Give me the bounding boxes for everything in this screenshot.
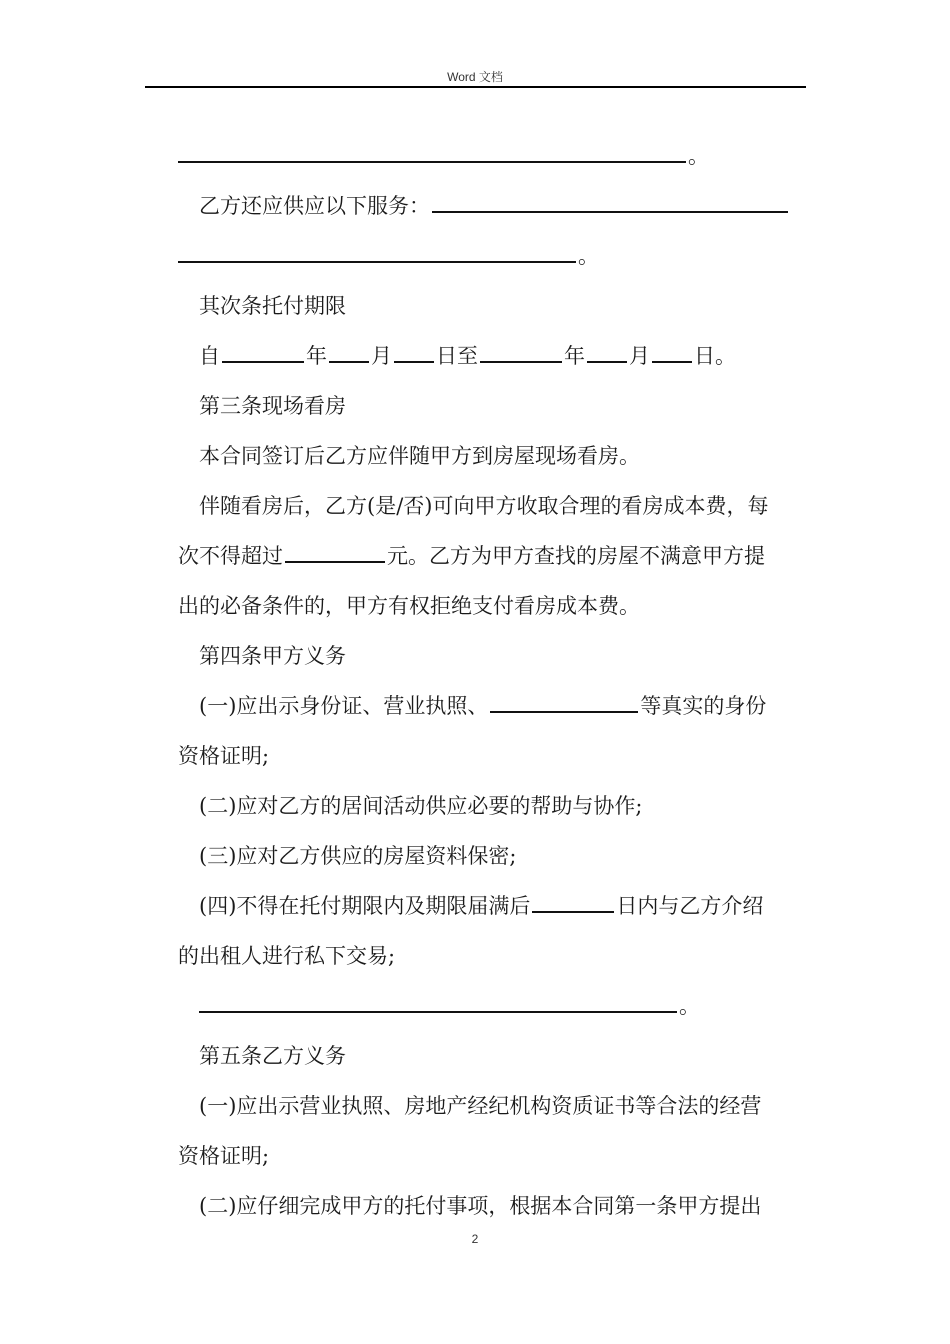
line-text: 乙方还应供应以下服务： xyxy=(199,194,430,218)
fill-blank xyxy=(490,697,638,713)
fill-blank xyxy=(178,247,576,263)
line-3 xyxy=(178,241,599,271)
header-divider xyxy=(145,86,806,88)
paragraph-line: 的出租人进行私下交易; xyxy=(178,944,396,968)
paragraph-line: 伴随看房后，乙方(是/否)可向甲方收取合理的看房成本费，每 xyxy=(199,494,769,518)
line-blank xyxy=(199,991,700,1021)
paragraph-line: 资格证明; xyxy=(178,1144,270,1168)
paragraph-line xyxy=(178,541,765,571)
fill-blank xyxy=(329,347,369,363)
fill-blank xyxy=(432,197,788,213)
fill-blank xyxy=(480,347,562,363)
line-2 xyxy=(199,191,790,221)
paragraph-line: 资格证明; xyxy=(178,744,270,768)
line-text: (四)不得在托付期限内及期限届满后 xyxy=(199,894,531,918)
article-3-heading: 第三条现场看房 xyxy=(199,394,346,418)
paragraph-line: 本合同签订后乙方应伴随甲方到房屋现场看房。 xyxy=(199,444,640,468)
line-text: 自 xyxy=(199,344,220,368)
line-1 xyxy=(178,141,709,171)
paragraph-line: (一)应出示营业执照、房地产经纪机构资质证书等合法的经营 xyxy=(199,1094,762,1118)
article-4-heading: 第四条甲方义务 xyxy=(199,644,346,668)
line-text: 等真实的身份 xyxy=(640,694,767,718)
line-text: 月 xyxy=(371,344,392,368)
line-text: 。 xyxy=(679,994,700,1018)
article-5-heading: 第五条乙方义务 xyxy=(199,1044,346,1068)
fill-blank xyxy=(199,997,677,1013)
fill-blank xyxy=(394,347,434,363)
page-number: 2 xyxy=(471,1232,479,1246)
paragraph-line: (三)应对乙方供应的房屋资料保密; xyxy=(199,844,517,868)
line-text: 。 xyxy=(578,244,599,268)
fill-blank xyxy=(532,897,614,913)
line-text: 日。 xyxy=(694,344,736,368)
paragraph-line: (二)应仔细完成甲方的托付事项，根据本合同第一条甲方提出 xyxy=(199,1194,762,1218)
fill-blank xyxy=(178,147,686,163)
line-period xyxy=(199,341,736,371)
fill-blank xyxy=(285,547,385,563)
line-text: 次不得超过 xyxy=(178,544,283,568)
paragraph-line: 出的必备条件的，甲方有权拒绝支付看房成本费。 xyxy=(178,594,640,618)
line-text: 日至 xyxy=(436,344,478,368)
line-text: 元。乙方为甲方查找的房屋不满意甲方提 xyxy=(387,544,765,568)
paragraph-line xyxy=(199,691,766,721)
line-text: 。 xyxy=(688,144,709,168)
line-text: 日内与乙方介绍 xyxy=(616,894,764,918)
paragraph-line: (二)应对乙方的居间活动供应必要的帮助与协作; xyxy=(199,794,643,818)
line-text: 月 xyxy=(629,344,650,368)
line-text: 年 xyxy=(306,344,327,368)
article-2-heading: 其次条托付期限 xyxy=(199,294,346,318)
line-text: 年 xyxy=(564,344,585,368)
fill-blank xyxy=(587,347,627,363)
fill-blank xyxy=(652,347,692,363)
paragraph-line xyxy=(199,891,763,921)
line-text: (一)应出示身份证、营业执照、 xyxy=(199,694,489,718)
header-title: Word 文档 xyxy=(447,70,503,84)
fill-blank xyxy=(222,347,304,363)
